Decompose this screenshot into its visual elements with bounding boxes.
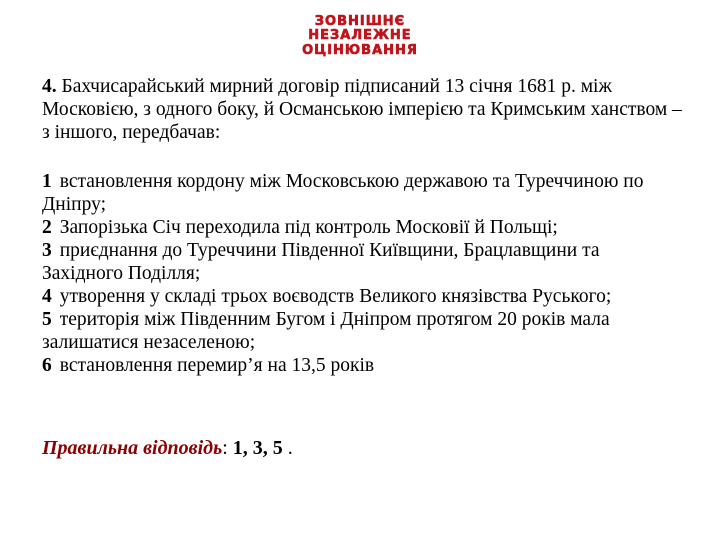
option-1 — [42, 170, 682, 216]
option-number: 3 — [42, 240, 52, 261]
answer-label: Правильна відповідь — [42, 437, 223, 459]
zno-logo — [270, 10, 450, 58]
option-text: територія між Південним Бугом і Дніпром протягом 20 років мала залишатися незаселеною; — [42, 309, 610, 353]
option-number: 6 — [42, 355, 52, 376]
question-text: Бахчисарайський мирний договір підписаний 13 січня 1681 р. між Московією, з одного боку, й Османською імперією та Кримським ханством – з іншого, передбачав: — [42, 76, 682, 143]
option-text: встановлення перемир’я на 13,5 років — [59, 355, 375, 376]
answer-separator: : — [222, 437, 228, 459]
option-3 — [42, 239, 682, 285]
options-list — [42, 170, 682, 377]
answer — [42, 436, 682, 460]
option-text: встановлення кордону між Московською державою та Туреччиною по Дніпру; — [42, 171, 644, 215]
answer-value: 1, 3, 5 — [227, 437, 283, 459]
option-6 — [42, 354, 682, 377]
logo-line-2: НЕЗАЛЕЖНЕ — [308, 28, 412, 43]
option-4 — [42, 285, 682, 308]
option-number: 5 — [42, 309, 52, 330]
option-text: утворення у складі трьох воєводств Великого князівства Руського; — [59, 286, 612, 307]
option-text: Запорізька Січ переходила під контроль Московії й Польщі; — [59, 217, 558, 238]
option-text: приєднання до Туреччини Південної Київщини, Брацлавщини та Західного Поділля; — [42, 240, 600, 284]
option-number: 2 — [42, 217, 52, 238]
option-5 — [42, 308, 682, 354]
question-number: 4. — [42, 76, 57, 97]
answer-end: . — [282, 437, 293, 459]
option-number: 1 — [42, 171, 52, 192]
logo-line-3: ОЦІНЮВАННЯ — [302, 43, 418, 58]
option-number: 4 — [42, 286, 52, 307]
question — [42, 75, 682, 144]
logo-line-1: ЗОВНІШНЄ — [314, 14, 406, 29]
option-2 — [42, 216, 682, 239]
